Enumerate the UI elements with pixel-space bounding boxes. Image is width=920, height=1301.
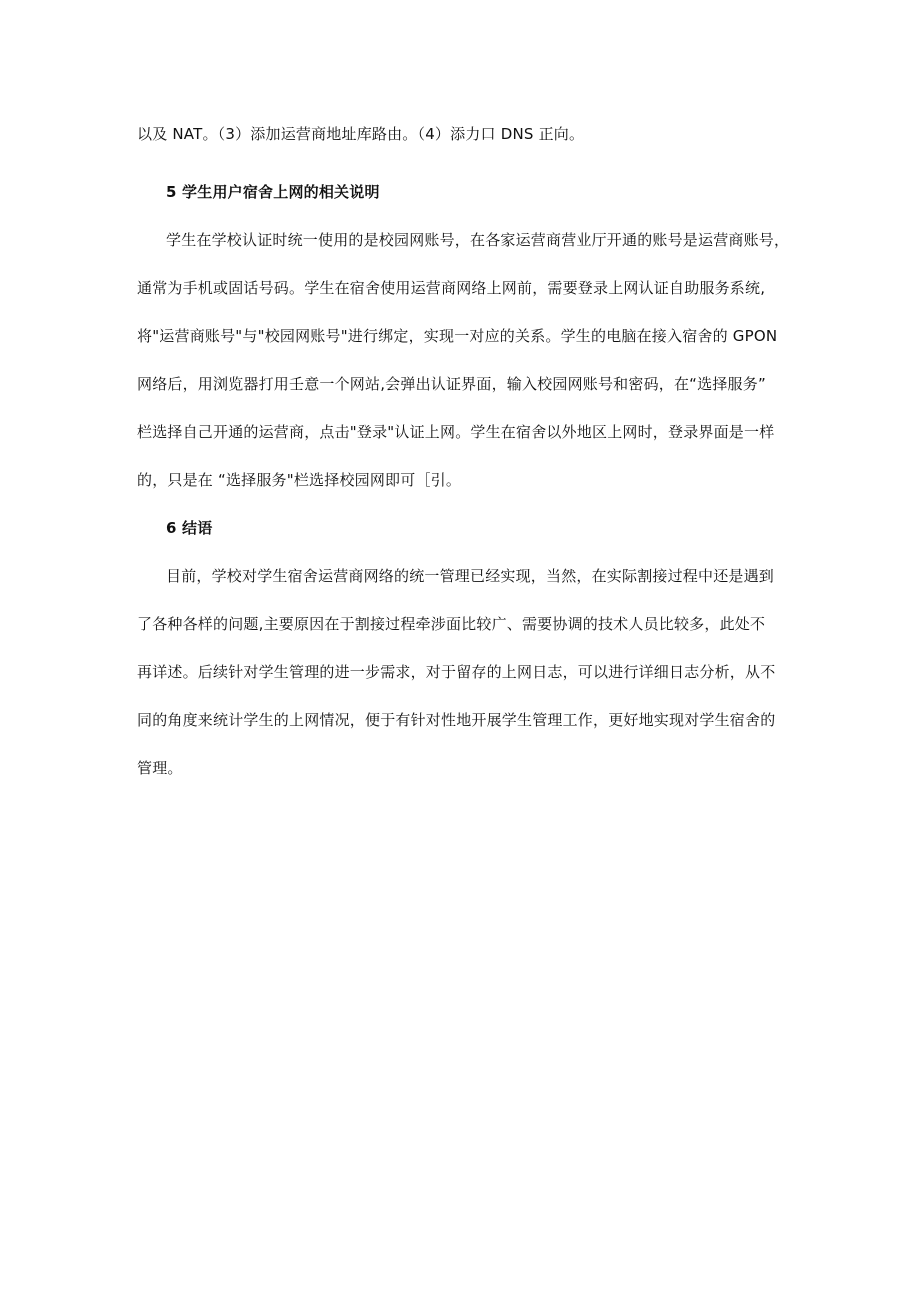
paragraph-line: 管理。 — [137, 759, 183, 777]
paragraph-line: 栏选择自己开通的运营商，点击"登录"认证上网。学生在宿舍以外地区上网时，登录界面是一样 — [137, 423, 775, 441]
paragraph-line: 网络后，用浏览器打用壬意一个网站,会弹出认证界面，输入校园网账号和密码，在“选择服务” — [137, 375, 766, 393]
paragraph-line: 的，只是在 “选择服务"栏选择校园网即可［引。 — [137, 471, 462, 489]
paragraph-line: 将"运营商账号"与"校园网账号"进行绑定，实现一对应的关系。学生的电脑在接入宿舍的 GPON — [137, 327, 778, 345]
paragraph-line: 通常为手机或固话号码。学生在宿舍使用运营商网络上网前，需要登录上网认证自助服务系统, — [137, 279, 766, 297]
paragraph-line: 学生在学校认证时统一使用的是校园网账号，在各家运营商营业厅开通的账号是运营商账号， — [166, 231, 790, 249]
paragraph-line: 再详述。后续针对学生管理的进一步需求，对于留存的上网日志，可以进行详细日志分析，从不 — [137, 663, 776, 681]
section-heading-5: 5 学生用户宿舍上网的相关说明 — [166, 183, 380, 201]
section-heading-6: 6 结语 — [166, 519, 213, 537]
paragraph-line: 以及 NAT。（3）添加运营商地址库路由。（4）添力口 DNS 正向。 — [137, 125, 585, 143]
paragraph-line: 了各种各样的问题,主要原因在于割接过程牵涉面比较广、需要协调的技术人员比较多，此处不 — [137, 615, 766, 633]
paragraph-line: 同的角度来统计学生的上网情况，便于有针对性地开展学生管理工作，更好地实现对学生宿舍的 — [137, 711, 776, 729]
paragraph-line: 目前，学校对学生宿舍运营商网络的统一管理已经实现，当然，在实际割接过程中还是遇到 — [166, 567, 775, 585]
